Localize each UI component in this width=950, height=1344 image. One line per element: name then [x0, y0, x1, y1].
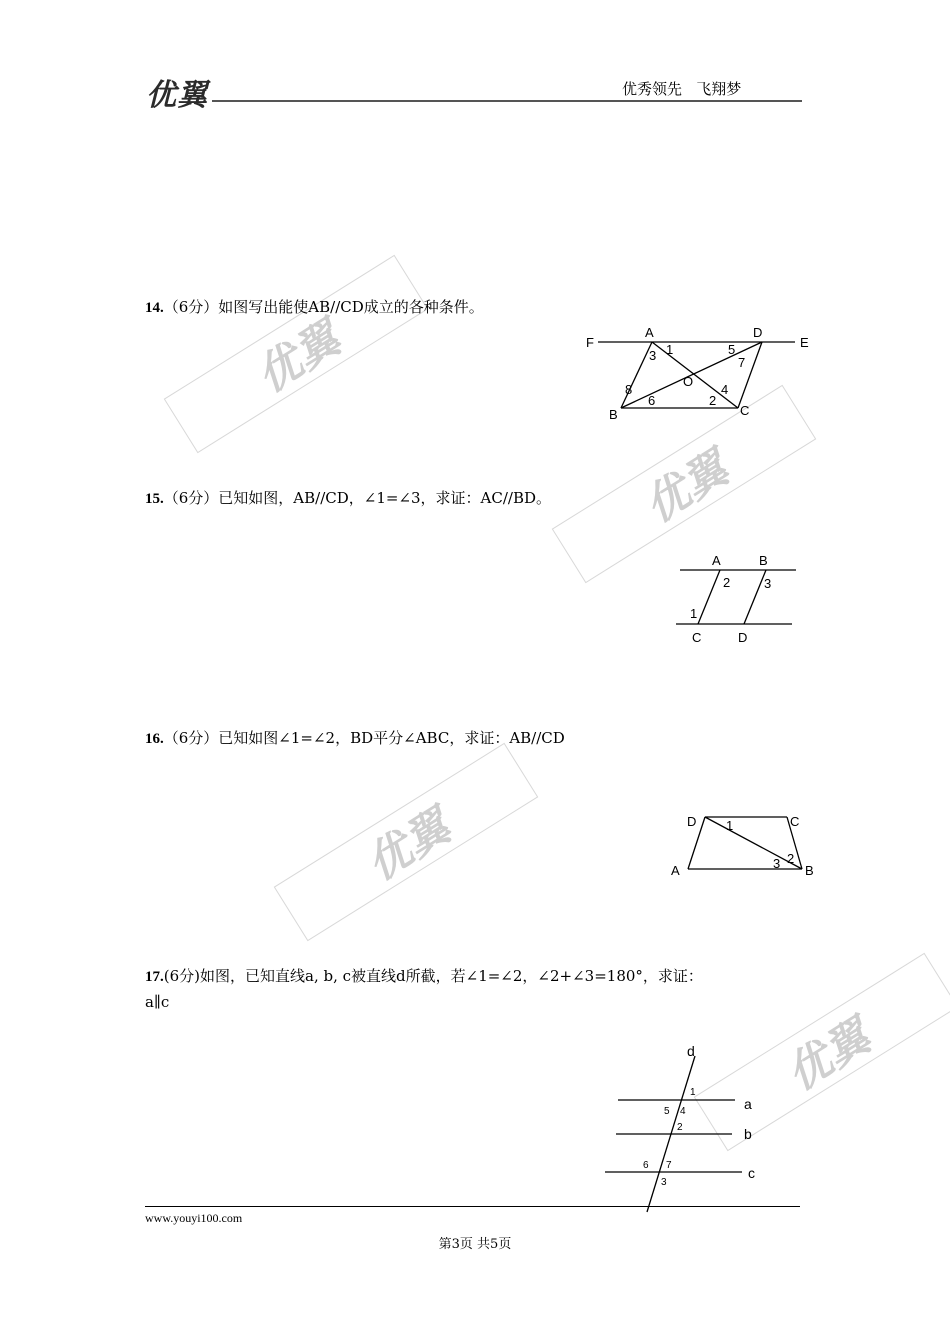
label-d: d [687, 1043, 695, 1059]
label-a: a [744, 1096, 752, 1112]
label-B: B [609, 407, 618, 422]
figure-16 [665, 808, 820, 883]
watermark: 优翼 [694, 953, 950, 1151]
angle-4: 4 [680, 1106, 686, 1117]
angle-1: 1 [690, 1087, 696, 1098]
question-text: （6分）如图写出能使AB//CD成立的各种条件。 [163, 298, 484, 316]
footer-divider [145, 1206, 800, 1207]
angle-7: 7 [666, 1160, 672, 1171]
label-A: A [671, 863, 680, 878]
label-F: F [586, 335, 594, 350]
footer-site: www.youyi100.com [145, 1211, 243, 1225]
label-D: D [738, 630, 748, 645]
question-17-line2: a∥c [145, 993, 170, 1011]
angle-2: 2 [709, 393, 717, 408]
header-divider [212, 100, 802, 102]
angle-6: 6 [643, 1160, 649, 1171]
question-number: 16. [145, 731, 164, 747]
angle-4: 4 [721, 382, 729, 397]
watermark: 优翼 [274, 743, 539, 941]
label-c: c [748, 1165, 755, 1181]
label-b: b [744, 1126, 752, 1142]
angle-3: 3 [661, 1177, 667, 1188]
angle-8: 8 [625, 382, 633, 397]
figure-15 [670, 550, 805, 650]
label-C: C [740, 403, 750, 418]
watermark: 优翼 [164, 255, 429, 453]
logo: 优翼 [146, 78, 208, 113]
angle-2: 2 [677, 1122, 683, 1133]
question-15 [145, 487, 551, 508]
question-text: （6分）已知如图，AB//CD，∠1=∠3，求证：AC//BD。 [163, 489, 552, 507]
question-14 [145, 296, 484, 317]
label-B: B [805, 863, 814, 878]
page-number: 第3页 共5页 [438, 1237, 512, 1252]
angle-3: 3 [773, 856, 781, 871]
label-D: D [753, 325, 763, 340]
angle-2: 2 [723, 575, 731, 590]
angle-1: 1 [690, 606, 698, 621]
question-number: 17. [145, 969, 164, 985]
angle-7: 7 [738, 355, 746, 370]
angle-1: 1 [666, 342, 674, 357]
question-number: 14. [145, 300, 164, 316]
angle-6: 6 [648, 393, 656, 408]
question-16 [145, 727, 565, 748]
angle-2: 2 [787, 851, 795, 866]
label-E: E [800, 335, 809, 350]
angle-3: 3 [649, 348, 657, 363]
figure-17 [600, 1040, 770, 1215]
question-number: 15. [145, 491, 164, 507]
question-17 [145, 965, 703, 986]
label-O: O [683, 374, 694, 389]
label-B: B [759, 553, 768, 568]
question-text: (6分)如图，已知直线a, b, c被直线d所截，若∠1=∠2，∠2+∠3=180°，求证： [163, 967, 703, 985]
angle-5: 5 [664, 1106, 670, 1117]
angle-5: 5 [728, 342, 736, 357]
angle-1: 1 [726, 818, 734, 833]
label-A: A [712, 553, 721, 568]
label-C: C [692, 630, 702, 645]
label-C: C [790, 814, 800, 829]
angle-3: 3 [764, 576, 772, 591]
label-D: D [687, 814, 697, 829]
question-text: （6分）已知如图∠1=∠2，BD平分∠ABC，求证：AB//CD [163, 729, 565, 747]
watermark: 优翼 [552, 385, 817, 583]
header-slogan: 优秀领先 飞翔梦 [622, 80, 742, 98]
label-A: A [645, 325, 654, 340]
figure-14 [580, 322, 815, 422]
